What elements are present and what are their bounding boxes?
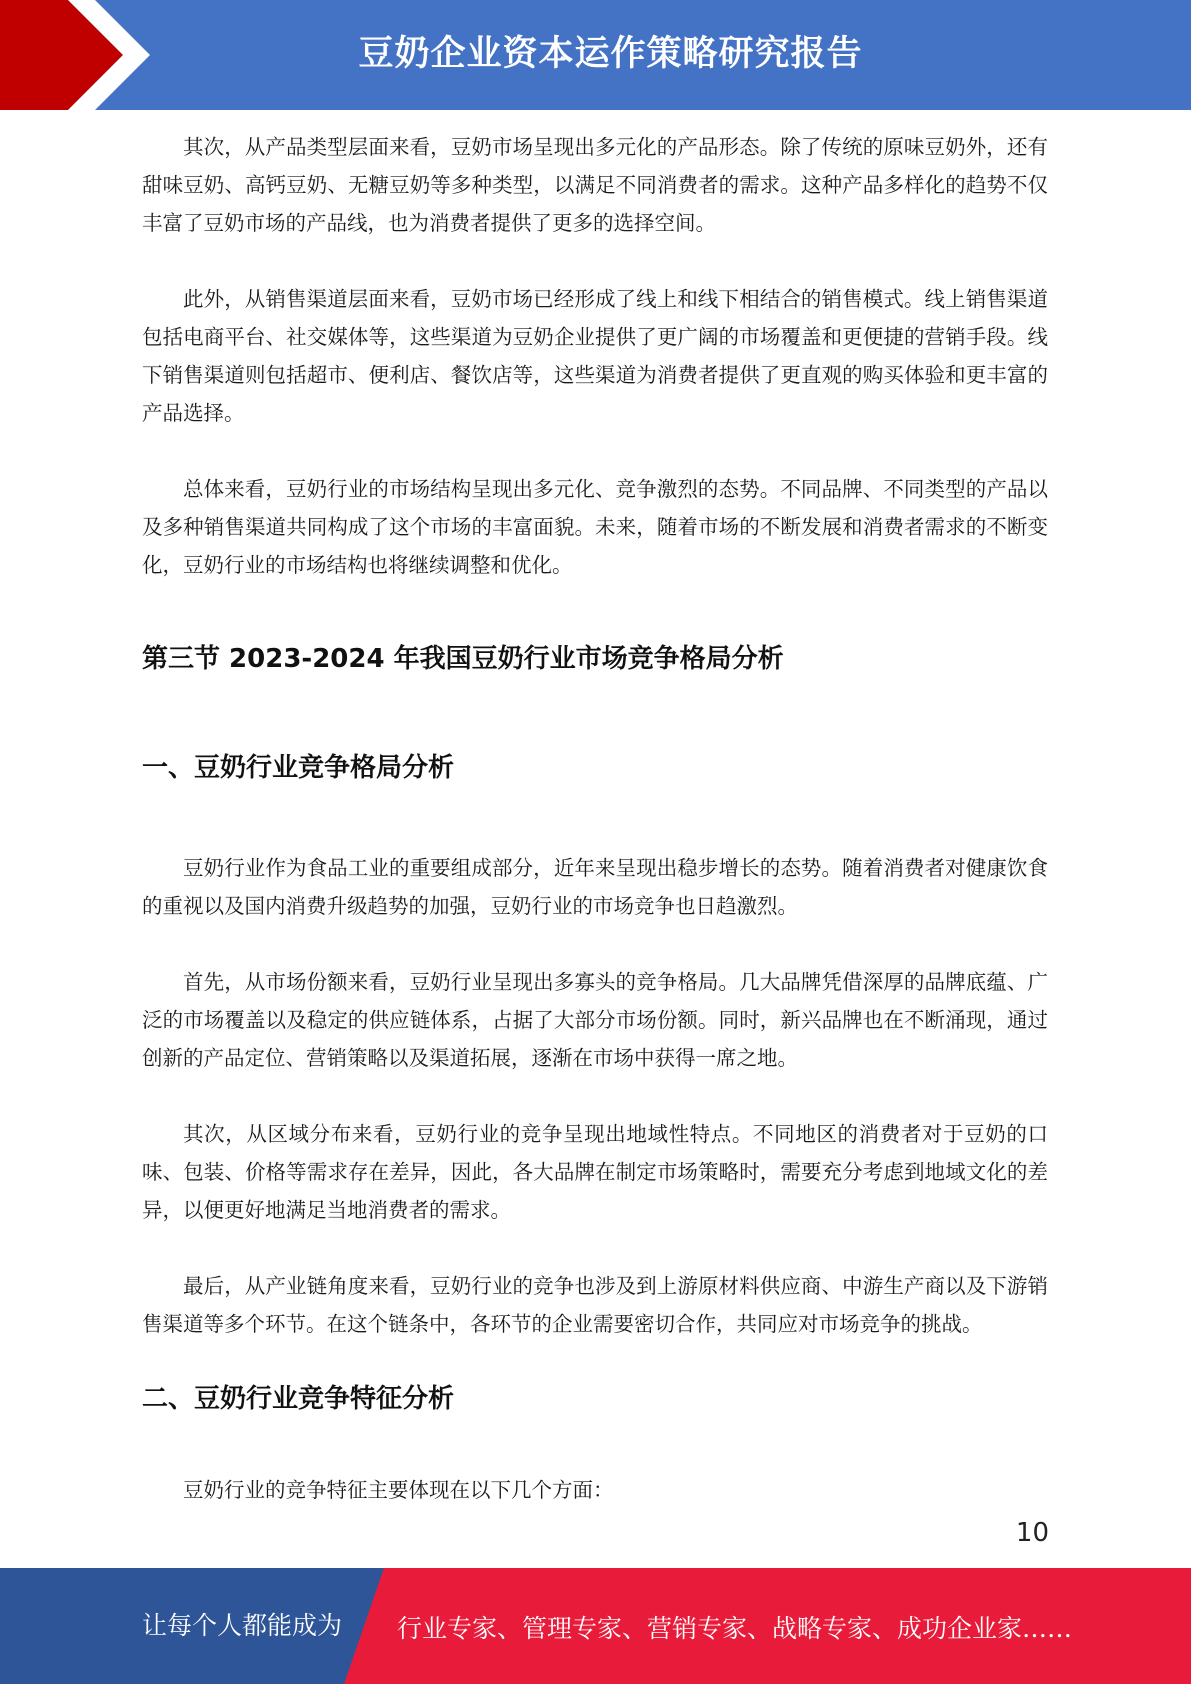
paragraph-market-share: 首先，从市场份额来看，豆奶行业呈现出多寡头的竞争格局。几大品牌凭借深厚的品牌底蕴、广泛的市场覆盖以及稳定的供应链体系，占据了大部分市场份额。同时，新兴品牌也在不断涌现，通过创新的产品定位、营销策略以及渠道拓展，逐渐在市场中获得一席之地。 xyxy=(142,970,1048,1070)
footer-slogan-left: 让每个人都能成为 xyxy=(142,1611,343,1640)
section-title: 第三节 2023-2024 年我国豆奶行业市场竞争格局分析 xyxy=(142,644,784,674)
header-band xyxy=(0,0,1191,110)
subsection-title-competition-landscape: 一、豆奶行业竞争格局分析 xyxy=(142,753,455,783)
report-title: 豆奶企业资本运作策略研究报告 xyxy=(358,34,863,74)
paragraph-features-intro: 豆奶行业的竞争特征主要体现在以下几个方面： xyxy=(183,1478,614,1502)
paragraph-industry-chain: 最后，从产业链角度来看，豆奶行业的竞争也涉及到上游原材料供应商、中游生产商以及下游销售渠道等多个环节。在这个链条中，各环节的企业需要密切合作，共同应对市场竞争的挑战。 xyxy=(142,1274,1048,1336)
paragraph-overall-structure: 总体来看，豆奶行业的市场结构呈现出多元化、竞争激烈的态势。不同品牌、不同类型的产品以及多种销售渠道共同构成了这个市场的丰富面貌。未来，随着市场的不断发展和消费者需求的不断变化，豆奶行业的市场结构也将继续调整和优化。 xyxy=(142,477,1048,577)
page-number: 10 xyxy=(1015,1518,1049,1548)
footer-band xyxy=(0,1568,1191,1684)
paragraph-industry-intro: 豆奶行业作为食品工业的重要组成部分，近年来呈现出稳步增长的态势。随着消费者对健康饮食的重视以及国内消费升级趋势的加强，豆奶行业的市场竞争也日趋激烈。 xyxy=(142,856,1048,918)
page-content xyxy=(142,128,1048,1509)
footer-slogan-right: 行业专家、管理专家、营销专家、战略专家、成功企业家…… xyxy=(397,1614,1073,1643)
subsection-title-competition-features: 二、豆奶行业竞争特征分析 xyxy=(142,1384,455,1414)
paragraph-regional-distribution: 其次，从区域分布来看，豆奶行业的竞争呈现出地域性特点。不同地区的消费者对于豆奶的口味、包装、价格等需求存在差异，因此，各大品牌在制定市场策略时，需要充分考虑到地域文化的差异，以便更好地满足当地消费者的需求。 xyxy=(142,1122,1048,1222)
paragraph-sales-channels: 此外，从销售渠道层面来看，豆奶市场已经形成了线上和线下相结合的销售模式。线上销售渠道包括电商平台、社交媒体等，这些渠道为豆奶企业提供了更广阔的市场覆盖和更便捷的营销手段。线下销售渠道则包括超市、便利店、餐饮店等，这些渠道为消费者提供了更直观的购买体验和更丰富的产品选择。 xyxy=(142,287,1048,425)
paragraph-product-types: 其次，从产品类型层面来看，豆奶市场呈现出多元化的产品形态。除了传统的原味豆奶外，还有甜味豆奶、高钙豆奶、无糖豆奶等多种类型，以满足不同消费者的需求。这种产品多样化的趋势不仅丰富了豆奶市场的产品线，也为消费者提供了更多的选择空间。 xyxy=(142,135,1048,235)
